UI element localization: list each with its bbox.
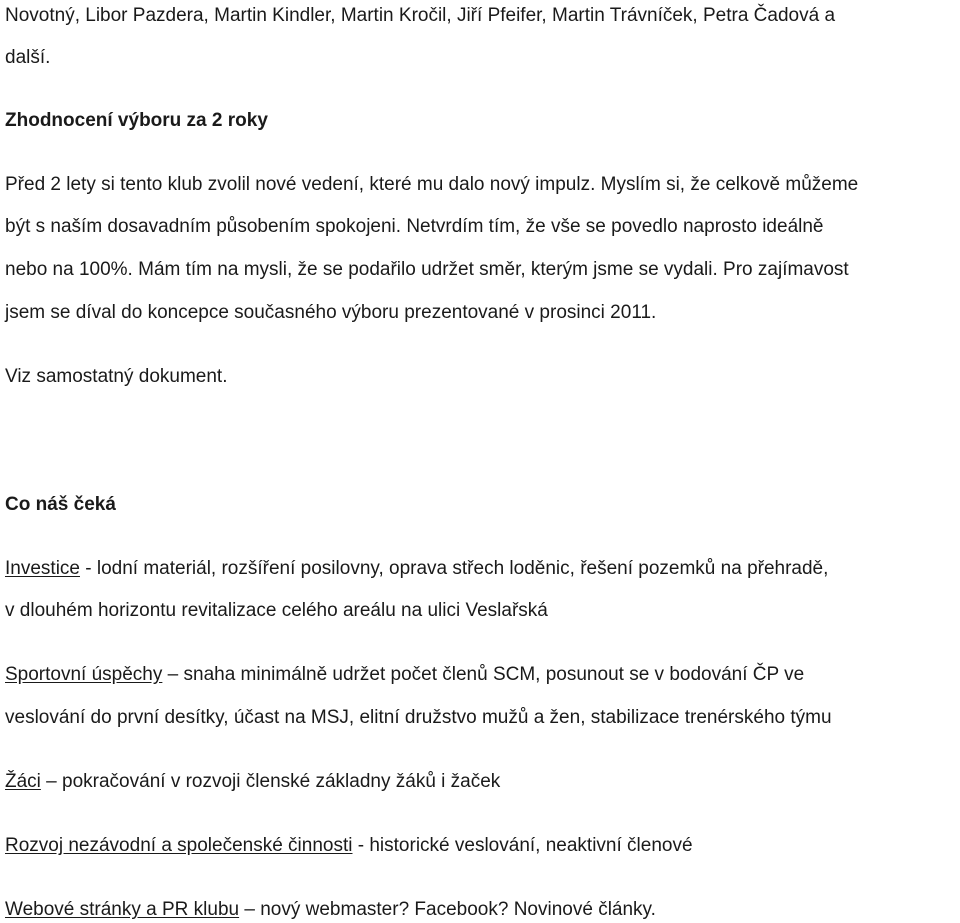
- rozvoj-line: [5, 834, 693, 858]
- sport-line-1: [5, 663, 804, 687]
- sport-label: Sportovní úspěchy: [5, 664, 163, 685]
- web-line: [5, 898, 656, 922]
- web-label: Webové stránky a PR klubu: [5, 899, 240, 920]
- rozvoj-label: Rozvoj nezávodní a společenské činnosti: [5, 835, 353, 856]
- sport-line-2: veslování do první desítky, účast na MSJ, elitní družstvo mužů a žen, stabilizace trenérského týmu: [5, 707, 832, 728]
- web-text: – nový webmaster? Facebook? Novinové články.: [239, 899, 656, 920]
- rozvoj-text: - historické veslování, neaktivní členové: [352, 835, 693, 856]
- future-heading: Co náš čeká: [5, 494, 116, 515]
- investice-text: - lodní materiál, rozšíření posilovny, oprava střech loděnic, řešení pozemků na přehradě,: [79, 558, 829, 579]
- evaluation-heading: Zhodnocení výboru za 2 roky: [5, 110, 268, 131]
- zaci-text: – pokračování v rozvoji členské základny žáků i žaček: [40, 771, 501, 792]
- zaci-line: [5, 770, 500, 794]
- evaluation-line-1: Před 2 lety si tento klub zvolil nové vedení, které mu dalo nový impulz. Myslím si, že celkově můžeme: [5, 174, 859, 195]
- intro-line-1: Novotný, Libor Pazdera, Martin Kindler, Martin Kročil, Jiří Pfeifer, Martin Trávníček, Petra Čadová a: [5, 5, 836, 26]
- evaluation-line-2: být s naším dosavadním působením spokojeni. Netvrdím tím, že vše se povedlo naprosto ideálně: [5, 216, 824, 237]
- sport-text: – snaha minimálně udržet počet členů SCM, posunout se v bodování ČP ve: [162, 664, 805, 685]
- intro-line-2: další.: [5, 47, 51, 68]
- evaluation-note: Viz samostatný dokument.: [5, 366, 228, 387]
- investice-label: Investice: [5, 558, 80, 579]
- evaluation-line-4: jsem se díval do koncepce současného výboru prezentované v prosinci 2011.: [5, 302, 657, 323]
- zaci-label: Žáci: [5, 771, 41, 792]
- investice-line-1: [5, 557, 828, 581]
- investice-line-2: v dlouhém horizontu revitalizace celého areálu na ulici Veslařská: [5, 600, 548, 621]
- evaluation-line-3: nebo na 100%. Mám tím na mysli, že se podařilo udržet směr, kterým jsme se vydali. Pro zajímavost: [5, 259, 849, 280]
